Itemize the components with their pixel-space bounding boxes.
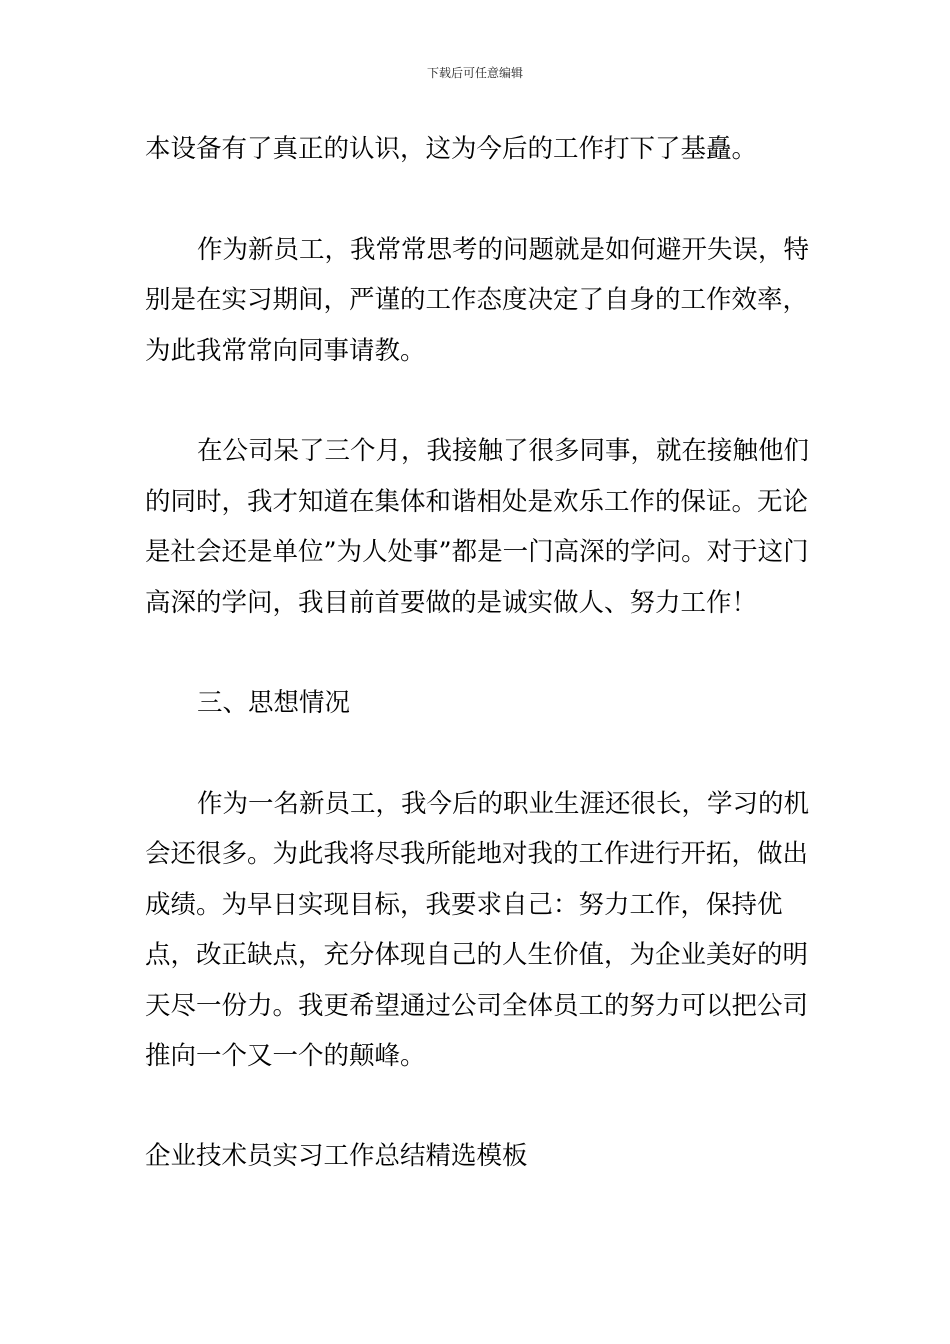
- page-header: 下载后可任意编辑: [426, 66, 523, 80]
- document-title-next: 企业技术员实习工作总结精选模板: [145, 1140, 528, 1171]
- section-heading-thoughts: 三、思想情况: [197, 688, 351, 718]
- paragraph-colleagues: 在公司呆了三个月，我接触了很多同事，就在接触他们的同时，我才知道在集体和谐相处是欢乐工作的保证。无论是社会还是单位”为人处事”都是一门高深的学问。对于这门高深的学问，我目前首要做的是诚实做人、努力工作！: [145, 436, 810, 618]
- paragraph-continuation: 本设备有了真正的认识，这为今后的工作打下了基矗。: [145, 134, 758, 164]
- paragraph-new-employee-reflection: 作为新员工，我常常思考的问题就是如何避开失误，特别是在实习期间，严谨的工作态度决定了自身的工作效率，为此我常常向同事请教。: [145, 234, 810, 366]
- paragraph-career-goals: 作为一名新员工，我今后的职业生涯还很长，学习的机会还很多。为此我将尽我所能地对我的工作进行开拓，做出成绩。为早日实现目标，我要求自己：努力工作，保持优点，改正缺点，充分体现自己的人生价值，为企业美好的明天尽一份力。我更希望通过公司全体员工的努力可以把公司推向一个又一个的颠峰。: [145, 788, 810, 1071]
- document-body: [145, 124, 810, 1181]
